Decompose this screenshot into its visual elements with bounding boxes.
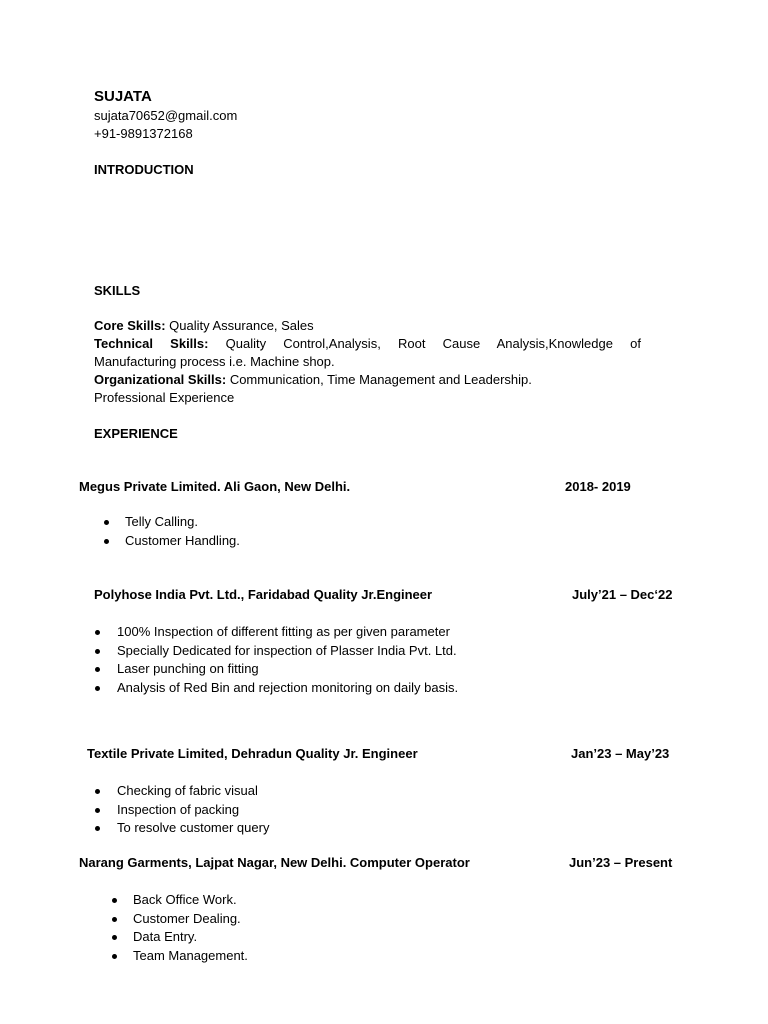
core-skills-label: Core Skills: xyxy=(94,318,166,333)
organizational-skills-label: Organizational Skills: xyxy=(94,372,227,387)
candidate-name: SUJATA xyxy=(94,88,152,105)
core-skills-line xyxy=(94,317,314,335)
job-bullet-list xyxy=(117,782,269,838)
list-item: Inspection of packing xyxy=(117,801,269,820)
technical-skills-label: Technical Skills: xyxy=(94,336,209,351)
list-item: Team Management. xyxy=(133,947,248,966)
organizational-skills-line xyxy=(94,371,532,389)
technical-skills-line xyxy=(94,335,641,353)
job-title: Polyhose India Pvt. Ltd., Faridabad Quality Jr.Engineer xyxy=(94,587,433,602)
list-item: Laser punching on fitting xyxy=(117,660,458,679)
job-title: Narang Garments, Lajpat Nagar, New Delhi. Computer Operator xyxy=(79,855,470,870)
core-skills-value: Quality Assurance, Sales xyxy=(165,318,314,333)
job-bullet-list xyxy=(133,891,248,966)
organizational-skills-value: Communication, Time Management and Leadership. xyxy=(226,372,532,387)
list-item: Data Entry. xyxy=(133,928,248,947)
skills-heading: SKILLS xyxy=(94,283,141,298)
list-item: 100% Inspection of different fitting as per given parameter xyxy=(117,623,458,642)
list-item: To resolve customer query xyxy=(117,819,269,838)
job-title: Textile Private Limited, Dehradun Quality Jr. Engineer xyxy=(87,746,418,761)
technical-skills-value: Quality Control,Analysis, Root Cause Analysis,Knowledge of xyxy=(225,336,641,351)
list-item: Telly Calling. xyxy=(125,513,240,532)
job-dates: 2018- 2019 xyxy=(565,479,631,494)
job-title: Megus Private Limited. Ali Gaon, New Delhi. xyxy=(79,479,351,494)
technical-skills-continuation: Manufacturing process i.e. Machine shop. xyxy=(94,354,335,369)
phone-text: +91-9891372168 xyxy=(94,126,193,141)
list-item: Back Office Work. xyxy=(133,891,248,910)
job-dates: Jun’23 – Present xyxy=(569,855,673,870)
job-bullet-list xyxy=(117,623,458,698)
list-item: Specially Dedicated for inspection of Plasser India Pvt. Ltd. xyxy=(117,642,458,661)
job-dates: July’21 – Dec‘22 xyxy=(572,587,673,602)
list-item: Checking of fabric visual xyxy=(117,782,269,801)
introduction-heading: INTRODUCTION xyxy=(94,162,194,177)
experience-heading: EXPERIENCE xyxy=(94,426,178,441)
list-item: Customer Dealing. xyxy=(133,910,248,929)
list-item: Customer Handling. xyxy=(125,532,240,551)
job-dates: Jan’23 – May’23 xyxy=(571,746,670,761)
email-text: sujata70652@gmail.com xyxy=(94,108,238,123)
professional-experience-text: Professional Experience xyxy=(94,390,235,405)
list-item: Analysis of Red Bin and rejection monitoring on daily basis. xyxy=(117,679,458,698)
job-bullet-list xyxy=(125,513,240,550)
